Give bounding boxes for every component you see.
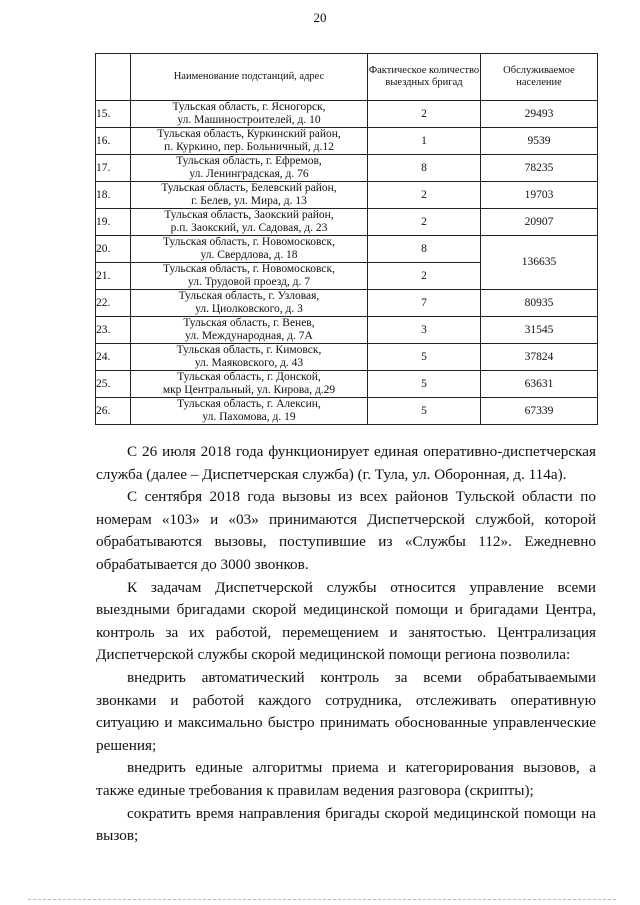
address-line: Тульская область, г. Ясногорск, (172, 101, 326, 113)
footer-divider (28, 899, 616, 900)
table-row (96, 236, 598, 263)
address-line: ул. Пахомова, д. 19 (202, 411, 296, 423)
population-value: 78235 (481, 155, 598, 182)
body-text (96, 441, 596, 848)
table-row (96, 371, 598, 398)
address-line: мкр Центральный, ул. Кирова, д.29 (162, 384, 336, 396)
substation-address (131, 398, 368, 425)
population-value: 19703 (481, 182, 598, 209)
population-value: 63631 (481, 371, 598, 398)
address-line: Тульская область, г. Узловая, (178, 290, 320, 302)
row-number: 22. (96, 290, 131, 317)
brigades-count: 8 (368, 236, 481, 263)
paragraph: К задачам Диспетчерской службы относится управление всеми выездными бригадами скорой медицинской помощи и бригадами Центра, контроль за их работой, перемещением и занятостью. Централизация Диспетчерской службы скорой медицинской помощи региона позволила: (96, 578, 596, 664)
row-number: 23. (96, 317, 131, 344)
row-number: 18. (96, 182, 131, 209)
substation-address (131, 236, 368, 263)
address-line: п. Куркино, пер. Больничный, д.12 (164, 141, 334, 153)
substation-address (131, 263, 368, 290)
page-number: 20 (313, 10, 327, 25)
paragraph: внедрить единые алгоритмы приема и категорирования вызовов, а также единые требования к правилам ведения разговора (скрипты); (96, 759, 596, 799)
paragraph: сократить время направления бригады скорой медицинской помощи на вызов; (96, 804, 596, 845)
substations-table (95, 53, 598, 425)
address-line: Тульская область, г. Венев, (183, 317, 315, 329)
paragraph: С сентября 2018 года вызовы из всех районов Тульской области по номерам «103» и «03» принимаются Диспетчерской службой, которой обрабатываются вызовы, поступившие из «Службы 112». Ежедневно обрабатывается до 3000 звонков. (96, 488, 596, 573)
substation-address (131, 371, 368, 398)
brigades-count: 2 (368, 209, 481, 236)
substation-address (131, 182, 368, 209)
address-line: г. Белев, ул. Мира, д. 13 (191, 195, 307, 207)
population-value: 37824 (481, 344, 598, 371)
address-line: Тульская область, Куркинский район, (157, 128, 341, 140)
row-number: 21. (96, 263, 131, 290)
brigades-count: 8 (368, 155, 481, 182)
address-line: Тульская область, г. Донской, (177, 371, 321, 383)
population-value: 31545 (481, 317, 598, 344)
substation-address (131, 155, 368, 182)
header-population: Обслуживаемое население (481, 54, 598, 101)
brigades-count: 5 (368, 371, 481, 398)
brigades-count: 5 (368, 344, 481, 371)
table-row (96, 182, 598, 209)
paragraph: внедрить автоматический контроль за всеми обрабатываемыми звонками и работой каждого сотрудника, отслеживать оперативную ситуацию и максимально быстро принимать обоснованные управленческие решения; (96, 668, 596, 754)
table-row (96, 101, 598, 128)
population-value: 67339 (481, 398, 598, 425)
row-number: 15. (96, 101, 131, 128)
row-number: 17. (96, 155, 131, 182)
table-header-row (96, 54, 598, 101)
population-value: 29493 (481, 101, 598, 128)
paragraph: С 26 июля 2018 года функционирует единая оперативно-диспетчерская служба (далее – Диспетчерская служба) (г. Тула, ул. Оборонная, д. 114а). (96, 443, 596, 483)
address-line: р.п. Заокский, ул. Садовая, д. 23 (170, 222, 328, 234)
table-row (96, 209, 598, 236)
table-row (96, 398, 598, 425)
table-body (96, 101, 598, 425)
address-line: ул. Свердлова, д. 18 (200, 249, 298, 261)
address-line: Тульская область, г. Новомосковск, (163, 263, 335, 275)
substation-address (131, 101, 368, 128)
row-number: 25. (96, 371, 131, 398)
brigades-count: 5 (368, 398, 481, 425)
address-line: Тульская область, г. Ефремов, (176, 155, 322, 167)
address-line: ул. Трудовой проезд, д. 7 (187, 276, 310, 288)
table-row (96, 317, 598, 344)
row-number: 26. (96, 398, 131, 425)
row-number: 16. (96, 128, 131, 155)
substation-address (131, 317, 368, 344)
row-number: 24. (96, 344, 131, 371)
address-line: Тульская область, г. Новомосковск, (163, 236, 335, 248)
address-line: ул. Ленинградская, д. 76 (189, 168, 309, 180)
row-number: 20. (96, 236, 131, 263)
header-name-address: Наименование подстанций, адрес (131, 54, 368, 101)
address-line: Тульская область, Заокский район, (164, 209, 334, 221)
table-row (96, 155, 598, 182)
brigades-count: 2 (368, 263, 481, 290)
substation-address (131, 344, 368, 371)
population-value: 20907 (481, 209, 598, 236)
population-value: 136635 (481, 236, 598, 290)
address-line: ул. Международная, д. 7А (185, 330, 313, 342)
population-value: 80935 (481, 290, 598, 317)
brigades-count: 7 (368, 290, 481, 317)
table-row (96, 344, 598, 371)
address-line: ул. Циолковского, д. 3 (195, 303, 303, 315)
brigades-count: 2 (368, 101, 481, 128)
address-line: ул. Маяковского, д. 43 (194, 357, 304, 369)
brigades-count: 1 (368, 128, 481, 155)
brigades-count: 3 (368, 317, 481, 344)
header-number (96, 54, 131, 101)
brigades-count: 2 (368, 182, 481, 209)
address-line: ул. Машиностроителей, д. 10 (177, 114, 321, 126)
address-line: Тульская область, г. Кимовск, (176, 344, 322, 356)
address-line: Тульская область, Белевский район, (161, 182, 337, 194)
substation-address (131, 128, 368, 155)
table-row (96, 128, 598, 155)
population-value: 9539 (481, 128, 598, 155)
header-brigades: Фактическое количество выездных бригад (368, 54, 481, 101)
substation-address (131, 209, 368, 236)
substation-address (131, 290, 368, 317)
row-number: 19. (96, 209, 131, 236)
table-row (96, 290, 598, 317)
address-line: Тульская область, г. Алексин, (177, 398, 321, 410)
